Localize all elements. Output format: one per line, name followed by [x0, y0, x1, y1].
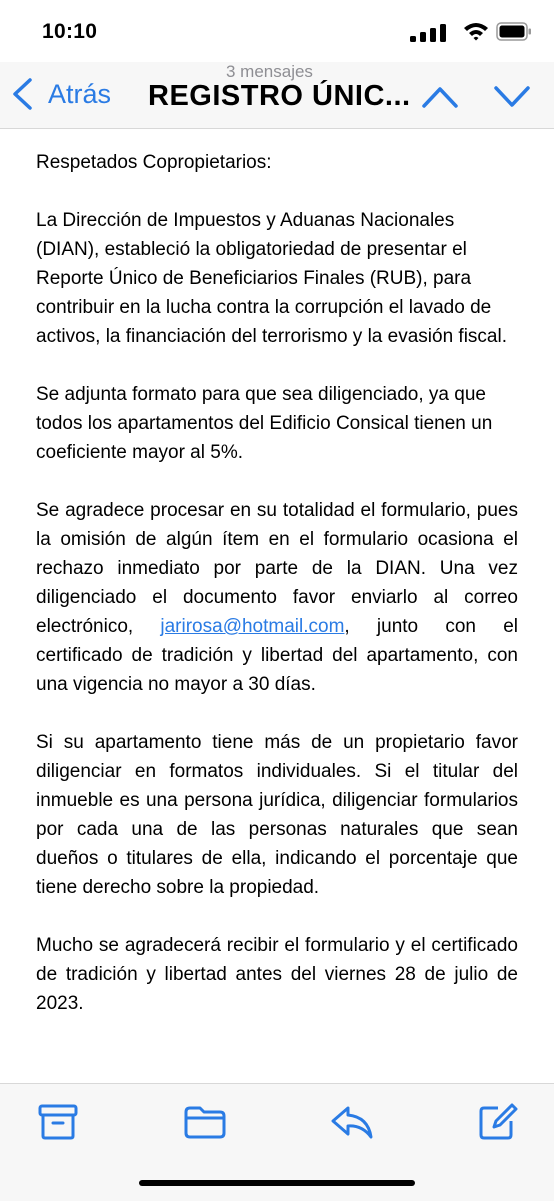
email-paragraph-2: Se adjunta formato para que sea diligenciado, ya que todos los apartamentos del Edificio Consical tienen un coeficiente mayor al 5%. — [36, 384, 493, 463]
email-body — [36, 148, 518, 1047]
paragraph-3-text-after: , junto con el certificado de tradición y libertad del apartamento, con una vigencia no mayor a 30 días. — [36, 616, 518, 695]
next-message-button[interactable] — [490, 76, 534, 116]
reply-icon[interactable] — [330, 1102, 374, 1142]
email-paragraph-3 — [36, 496, 518, 699]
home-indicator — [139, 1180, 415, 1186]
message-count: 3 mensajes — [226, 62, 313, 81]
chevron-left-icon — [10, 77, 34, 111]
back-label: Atrás — [48, 78, 112, 109]
email-address-link[interactable]: jarirosa@hotmail.com — [160, 616, 345, 637]
previous-message-button[interactable] — [418, 76, 462, 116]
compose-icon[interactable] — [476, 1102, 520, 1142]
wifi-icon — [463, 21, 489, 41]
battery-icon — [496, 22, 532, 41]
cellular-signal-icon — [410, 24, 446, 42]
email-paragraph-4: Si su apartamento tiene más de un propietario favor diligenciar en formatos individuales. Si el titular del inmueble es una persona jurídica, diligenciar formularios por cada una de las personas naturales que sean dueños o titulares de ella, indicando el porcentaje que tiene derecho sobre la propiedad. — [36, 732, 518, 898]
status-bar — [0, 0, 554, 62]
folder-icon[interactable] — [183, 1102, 227, 1142]
email-greeting: Respetados Copropietarios: — [36, 152, 272, 173]
email-subject-title: REGISTRO ÚNIC... — [148, 80, 411, 112]
email-paragraph-1: La Dirección de Impuestos y Aduanas Nacionales (DIAN), estableció la obligatoriedad de presentar el Reporte Único de Beneficiarios Finales (RUB), para contribuir en la lucha contra la corrupción el lavado de activos, la financiación del terrorismo y la evasión fiscal. — [36, 210, 507, 347]
paragraph-3-text-before: Se agradece procesar en su totalidad el formulario, pues la omisión de algún ítem en el formulario ocasiona el rechazo inmediato por parte de la DIAN. Una vez diligenciado el documento favor enviarlo al correo electrónico, — [36, 500, 518, 637]
email-paragraph-5: Mucho se agradecerá recibir el formulario y el certificado de tradición y libertad antes del viernes 28 de julio de 2023. — [36, 935, 518, 1014]
archive-icon[interactable] — [36, 1102, 80, 1142]
nav-bar — [0, 62, 554, 129]
status-time: 10:10 — [42, 20, 98, 43]
back-button[interactable] — [10, 72, 111, 116]
